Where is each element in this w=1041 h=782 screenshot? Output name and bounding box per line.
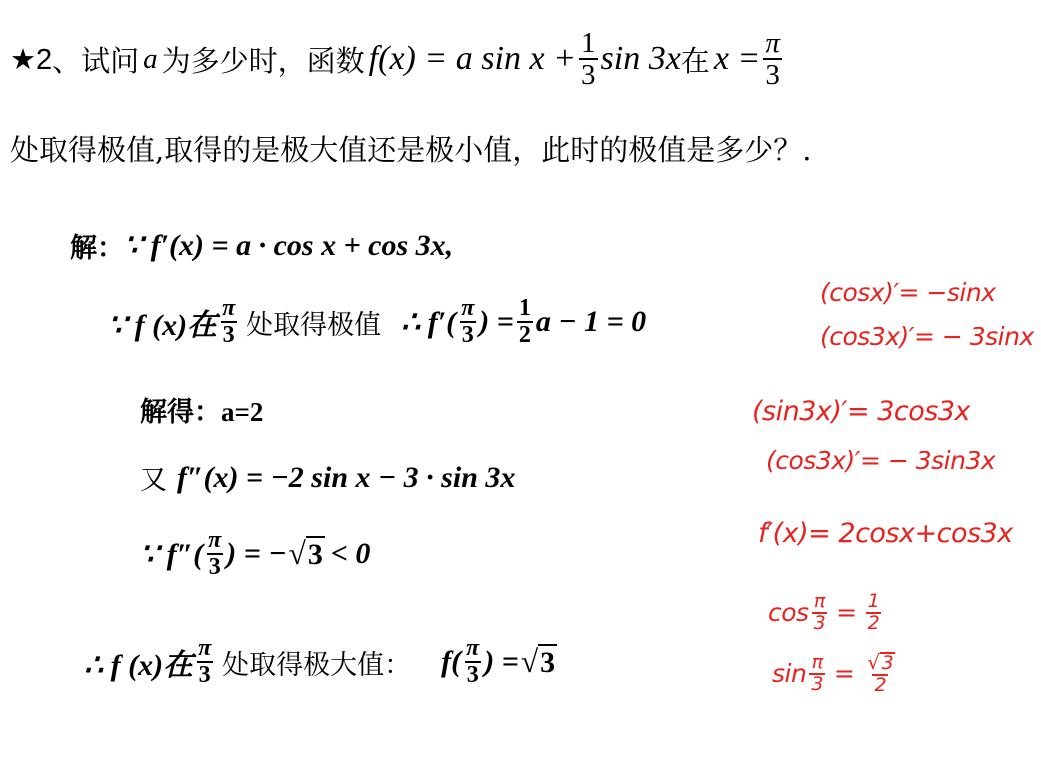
question-prefix: 、试问 xyxy=(52,43,140,78)
extremum-text: 处取得极值 xyxy=(246,309,382,341)
solve-result: 解得：a=2 xyxy=(140,397,264,427)
close-paren-eq-neg: ) = − xyxy=(226,537,287,571)
function-expr: f(x) = a sin x + xyxy=(368,40,577,78)
solution-line-3 xyxy=(140,390,263,429)
hw-fraction-pi-third: $\frac{\pi}{3}$ xyxy=(813,590,826,634)
solution-line-5 xyxy=(140,528,370,580)
handwritten-note-4: (cos3x)′= − 3sin3x xyxy=(766,446,996,475)
solution-line-4 xyxy=(140,458,515,497)
because-fx-at: ∵ f (x)在 xyxy=(108,309,218,343)
fraction-half: $\frac{1}{2}$ xyxy=(518,295,531,349)
fraction-pi-third-3: $\frac{\pi}{3}$ xyxy=(208,527,222,581)
fraction-pi-third: $\frac{\pi}{3}$ xyxy=(765,27,780,92)
fraction-pi-third-2: $\frac{\pi}{3}$ xyxy=(461,295,475,349)
fraction-pi-third-5: $\frac{\pi}{3}$ xyxy=(466,635,480,689)
therefore-fx-at: ∴ f (x)在 xyxy=(84,649,194,683)
sqrt-3-result: √ 3 xyxy=(520,644,556,680)
close-paren-eq: ) = xyxy=(479,305,514,339)
handwritten-note-5: f′(x)= 2cosx+cos3x xyxy=(758,518,1013,549)
hw-fraction-half: $\frac{1}{2}$ xyxy=(867,590,880,634)
less-than-zero: < 0 xyxy=(330,537,371,571)
question-line-2-text: 处取得极值,取得的是极大值还是极小值，此时的极值是多少？. xyxy=(10,133,812,167)
fraction-pi-third: $\frac{\pi}{3}$ xyxy=(222,295,236,349)
handwritten-note-1: (cosx)′= −sinx xyxy=(820,278,996,307)
question-at: 在 xyxy=(680,43,710,78)
handwritten-note-3: (sin3x)′= 3cos3x xyxy=(752,396,971,427)
solution-line-6 xyxy=(84,636,557,688)
handwritten-note-2: (cos3x)′= − 3sinx xyxy=(820,322,1034,351)
equation-tail: a − 1 = 0 xyxy=(535,305,647,339)
hw-fraction-root3-half: √ 3 2 xyxy=(867,650,894,696)
handwritten-note-6: cos $\frac{\pi}{3}$ = $\frac{1}{2}$ xyxy=(768,590,880,634)
fraction-one-third: $\frac{1}{3}$ xyxy=(581,27,596,92)
star-number: ★2 xyxy=(10,43,53,76)
max-value-text: 处取得极大值： xyxy=(222,649,412,681)
close-paren-eq-2: ) = xyxy=(484,645,519,679)
question-line-2 xyxy=(10,128,811,169)
second-derivative-expr: f″(x) = −2 sin x − 3 · sin 3x xyxy=(177,460,516,494)
question-when: 为多少时，函数 xyxy=(161,43,365,78)
derivative-expr: ∵ f′(x) = a · cos x + cos 3x, xyxy=(124,229,454,262)
solution-line-1 xyxy=(70,226,453,265)
question-line-1 xyxy=(10,28,785,91)
sqrt-3: √ 3 xyxy=(288,536,323,572)
solution-label: 解： xyxy=(70,233,124,264)
var-a: a xyxy=(143,42,158,75)
because-f2prime: ∵ f″( xyxy=(140,537,204,571)
therefore-fprime: ∴ f′( xyxy=(401,305,457,339)
f-open: f( xyxy=(441,645,462,679)
handwritten-note-7: sin $\frac{\pi}{3}$ = √ 3 2 xyxy=(772,652,900,696)
sin3x: sin 3x xyxy=(600,40,681,78)
x-equals: x = xyxy=(713,40,761,78)
fraction-pi-third-4: $\frac{\pi}{3}$ xyxy=(198,635,212,689)
also-text: 又 xyxy=(140,465,167,496)
hw-fraction-pi-third-2: $\frac{\pi}{3}$ xyxy=(811,651,823,695)
solution-line-2 xyxy=(108,296,646,348)
